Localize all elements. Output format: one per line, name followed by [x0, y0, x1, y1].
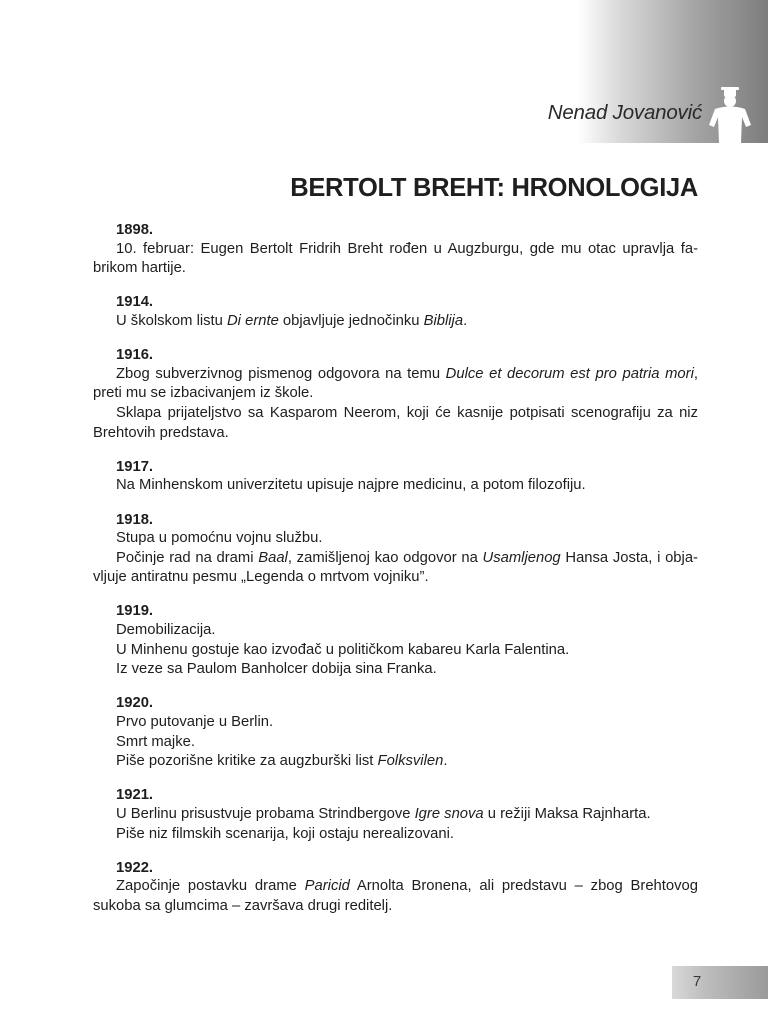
text-run: Na Minhenskom univerzitetu upisuje najpre medicinu, a potom filozofiju. [116, 477, 586, 494]
text-run: u režiji Maksa Rajnharta. [483, 806, 651, 822]
chronology-entry [93, 602, 698, 679]
text-run: Demobilizacija. [116, 622, 216, 639]
text-run: Piše niz filmskih scenarija, koji ostaju nerealizovani. [116, 825, 455, 842]
chronology-list [93, 221, 698, 931]
text-run: Sklapa prijateljstvo sa Kasparom Neerom, koji će kasnije potpisati scenografiju za niz Brehtovih predstava. [93, 404, 698, 441]
text-run: , zamišljenoj kao odgovor na [287, 549, 483, 566]
entry-paragraph [93, 404, 698, 443]
entry-paragraph [93, 529, 698, 549]
entry-paragraph [93, 805, 698, 825]
entry-year: 1917. [116, 458, 154, 475]
chronology-entry [93, 221, 698, 279]
entry-paragraph [93, 752, 698, 772]
entry-year: 1914. [116, 294, 154, 311]
italic-title: Igre snova [414, 806, 484, 822]
text-run: 10. februar: Eugen Bertolt Fridrih Breht rođen u Augzburgu, gde mu otac upravlja fabrikom hartije. [93, 240, 698, 277]
entry-paragraph [93, 713, 698, 733]
entry-paragraph [93, 825, 698, 845]
entry-year: 1922. [116, 859, 154, 876]
italic-title: Paricid [304, 878, 350, 895]
entry-paragraph [93, 549, 698, 588]
text-run: Hansa Josta, i objavljuje antiratnu pesmu „Legenda o mrtvom vojniku”. [93, 549, 698, 586]
chronology-entry [93, 786, 698, 844]
text-run: Smrt majke. [116, 733, 195, 750]
text-run: Prvo putovanje u Berlin. [116, 714, 274, 731]
entry-year: 1916. [116, 347, 154, 364]
page-number: 7 [692, 973, 702, 990]
entry-year: 1919. [116, 603, 154, 620]
chronology-entry [93, 458, 698, 496]
entry-year: 1918. [116, 511, 154, 528]
chronology-entry [93, 293, 698, 331]
text-run: U školskom listu [116, 312, 227, 329]
text-run: Iz veze sa Paulom Banholcer dobija sina Franka. [116, 661, 437, 678]
text-run: . [443, 753, 448, 770]
text-run: . [463, 312, 468, 329]
text-run: objavljuje jednočinku [278, 312, 424, 329]
italic-title: Biblija [423, 312, 464, 329]
chronology-entry [93, 346, 698, 443]
entry-paragraph [93, 733, 698, 753]
text-run: Arnolta Bronena, ali predstavu – zbog Brehtovog sukoba sa glumcima – završava drugi reditelj. [93, 878, 698, 914]
author-name: Nenad Jovanović [547, 101, 702, 124]
entry-paragraph [93, 641, 698, 661]
italic-title: Dulce et decorum est pro patria mori [445, 365, 694, 382]
entry-paragraph [93, 365, 698, 404]
italic-title: Di ernte [227, 312, 279, 329]
entry-year: 1898. [116, 222, 154, 238]
text-run: U Minhenu gostuje kao izvođač u političkom kabareu Karla Falentina. [116, 641, 570, 658]
chronology-entry [93, 511, 698, 588]
entry-paragraph [93, 240, 698, 279]
entry-paragraph [93, 312, 698, 332]
entry-paragraph [93, 877, 698, 916]
entry-paragraph [93, 476, 698, 496]
text-run: U Berlinu prisustvuje probama Strindbergove [116, 806, 415, 822]
text-run: Počinje rad na drami [116, 549, 259, 566]
italic-title: Usamljenog [482, 549, 561, 566]
footer-gradient-bar [672, 966, 768, 999]
entry-paragraph [93, 660, 698, 680]
chronology-entry [93, 859, 698, 917]
entry-year: 1921. [116, 787, 154, 804]
italic-title: Folksvilen [377, 753, 444, 770]
text-run: Zbog subverzivnog pismenog odgovora na temu [116, 365, 446, 382]
entry-paragraph [93, 621, 698, 641]
page-title: BERTOLT BREHT: HRONOLOGIJA [290, 174, 698, 202]
entry-year: 1920. [116, 695, 154, 712]
text-run: Započinje postavku drame [116, 878, 305, 895]
text-run: Piše pozorišne kritike za augzburški list [116, 753, 378, 770]
standing-figure-icon [705, 87, 755, 143]
text-run: , preti mu se izbacivanjem iz škole. [93, 365, 698, 402]
chronology-entry [93, 694, 698, 771]
text-run: Stupa u pomoćnu vojnu službu. [116, 530, 323, 547]
italic-title: Baal [258, 549, 288, 566]
